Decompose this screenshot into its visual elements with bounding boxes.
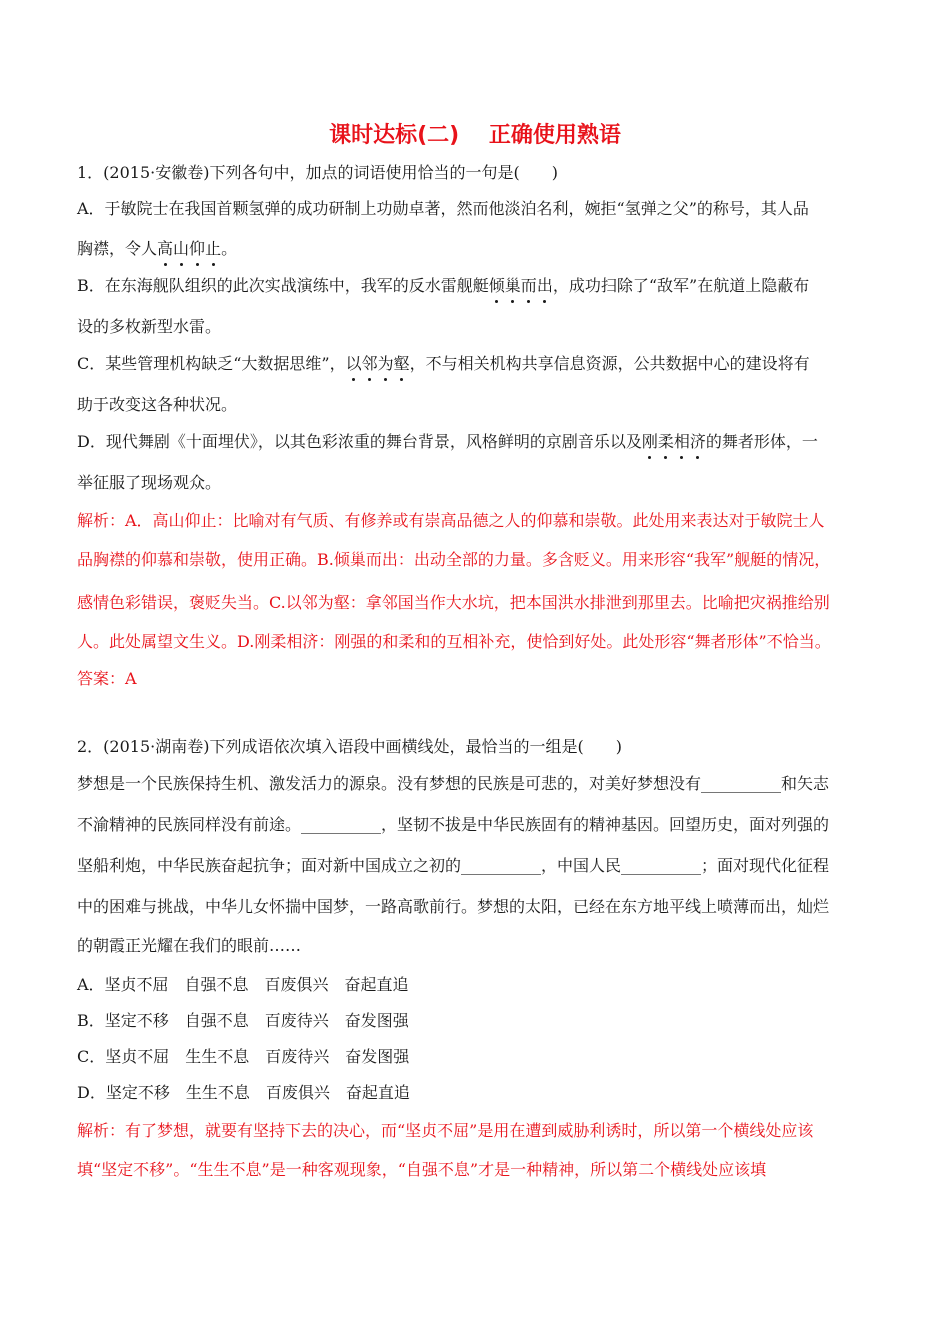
- text: 。: [221, 239, 238, 258]
- dotted-phrase: [157, 236, 221, 262]
- q1-option-c-line2: 助于改变这各种状况。: [77, 395, 238, 414]
- text: C．某些管理机构缺乏“大数据思维”，: [77, 354, 346, 373]
- emphasis-char: 倾: [489, 273, 505, 299]
- q2-option-b: B．坚定不移 自强不息 百废待兴 奋发图强: [77, 1011, 409, 1030]
- q2-passage-line2: [77, 812, 877, 838]
- q1-explanation-line4: 人。此处属望文生义。D.刚柔相济：刚强的和柔和的互相补充，使恰到好处。此处形容“舞者形体”不恰当。: [77, 632, 831, 651]
- emphasis-char: 巢: [505, 273, 521, 299]
- emphasis-char: 以: [346, 351, 362, 377]
- q2-passage-line1: [77, 771, 877, 797]
- blank-line: __________: [301, 815, 382, 834]
- emphasis-char: 山: [173, 236, 189, 262]
- text: 梦想是一个民族保持生机、激发活力的源泉。没有梦想的民族是可悲的，对美好梦想没有: [77, 774, 702, 793]
- q1-option-d-line2: 举征服了现场观众。: [77, 473, 222, 492]
- text: 和矢志: [781, 774, 830, 793]
- q2-passage-line3: [77, 853, 877, 879]
- text: 胸襟，令人: [77, 239, 158, 258]
- emphasis-char: 高: [157, 236, 173, 262]
- q1-answer: 答案：A: [77, 669, 137, 688]
- emphasis-char: 邻: [362, 351, 378, 377]
- text: ，坚韧不拔是中华民族固有的精神基因。回望历史，面对列强的: [381, 815, 830, 834]
- q1-option-c-line1: [77, 351, 877, 377]
- text: 坚船利炮，中华民族奋起抗争；面对新中国成立之初的: [77, 856, 462, 875]
- page-title: 课时达标(二) 正确使用熟语: [329, 123, 621, 148]
- dotted-phrase: [346, 351, 410, 377]
- q1-stem: 1．(2015·安徽卷)下列各句中，加点的词语使用恰当的一句是( ): [77, 163, 558, 182]
- text: B．在东海舰队组织的此次实战演练中，我军的反水雷舰艇: [77, 276, 489, 295]
- dotted-phrase: [489, 273, 553, 299]
- emphasis-char: 壑: [394, 351, 410, 377]
- q1-explanation-line2: 品胸襟的仰慕和崇敬，使用正确。B.倾巢而出：出动全部的力量。多含贬义。用来形容“我军”舰艇的情况，: [77, 550, 831, 569]
- q2-option-a: A．坚贞不屈 自强不息 百废俱兴 奋起直追: [77, 975, 409, 994]
- q2-option-c: C．坚贞不屈 生生不息 百废待兴 奋发图强: [77, 1047, 410, 1066]
- emphasis-char: 而: [521, 273, 537, 299]
- emphasis-char: 仰: [189, 236, 205, 262]
- q1-option-a-line1: A．于敏院士在我国首颗氢弹的成功研制上功勋卓著，然而他淡泊名利，婉拒“氢弹之父”的称号，其人品: [77, 199, 809, 218]
- emphasis-char: 济: [690, 429, 706, 455]
- q1-explanation-line1: 解析：A．高山仰止：比喻对有气质、有修养或有崇高品德之人的仰慕和崇敬。此处用来表达对于敏院士人: [77, 511, 825, 530]
- emphasis-char: 相: [674, 429, 690, 455]
- q1-option-b-line1: [77, 273, 877, 299]
- text: ，中国人民: [541, 856, 622, 875]
- emphasis-char: 刚: [642, 429, 658, 455]
- q1-option-b-line2: 设的多枚新型水雷。: [77, 317, 222, 336]
- emphasis-char: 柔: [658, 429, 674, 455]
- q1-option-a-line2: [77, 236, 877, 262]
- text: 不渝精神的民族同样没有前途。: [77, 815, 302, 834]
- q1-option-d-line1: [77, 429, 877, 455]
- emphasis-char: 出: [537, 273, 553, 299]
- q1-explanation-line3: 感情色彩错误，褒贬失当。C.以邻为壑：拿邻国当作大水坑，把本国洪水排泄到那里去。比喻把灾祸推给别: [77, 593, 830, 612]
- emphasis-char: 为: [378, 351, 394, 377]
- text: ；面对现代化征程: [701, 856, 830, 875]
- text: ，不与相关机构共享信息资源，公共数据中心的建设将有: [409, 354, 810, 373]
- q2-passage-line5: 的朝霞正光耀在我们的眼前……: [77, 936, 302, 955]
- text: D．现代舞剧《十面埋伏》，以其色彩浓重的舞台背景，风格鲜明的京剧音乐以及: [77, 432, 642, 451]
- q2-stem: 2．(2015·湖南卷)下列成语依次填入语段中画横线处，最恰当的一组是( ): [77, 737, 622, 756]
- emphasis-char: 止: [205, 236, 221, 262]
- q2-option-d: D．坚定不移 生生不息 百废俱兴 奋起直追: [77, 1083, 410, 1102]
- blank-line: __________: [621, 856, 702, 875]
- blank-line: __________: [701, 774, 782, 793]
- q2-explanation-line2: 填“坚定不移”。“生生不息”是一种客观现象，“自强不息”才是一种精神，所以第二个横线处应该填: [77, 1160, 767, 1179]
- text: ，成功扫除了“敌军”在航道上隐蔽布: [552, 276, 810, 295]
- dotted-phrase: [642, 429, 706, 455]
- text: 的舞者形体，一: [705, 432, 818, 451]
- q2-explanation-line1: 解析：有了梦想，就要有坚持下去的决心，而“坚贞不屈”是用在遭到威胁利诱时，所以第一个横线处应该: [77, 1121, 814, 1140]
- blank-line: __________: [461, 856, 542, 875]
- q2-passage-line4: 中的困难与挑战，中华儿女怀揣中国梦，一路高歌前行。梦想的太阳，已经在东方地平线上喷薄而出，灿烂: [77, 897, 830, 916]
